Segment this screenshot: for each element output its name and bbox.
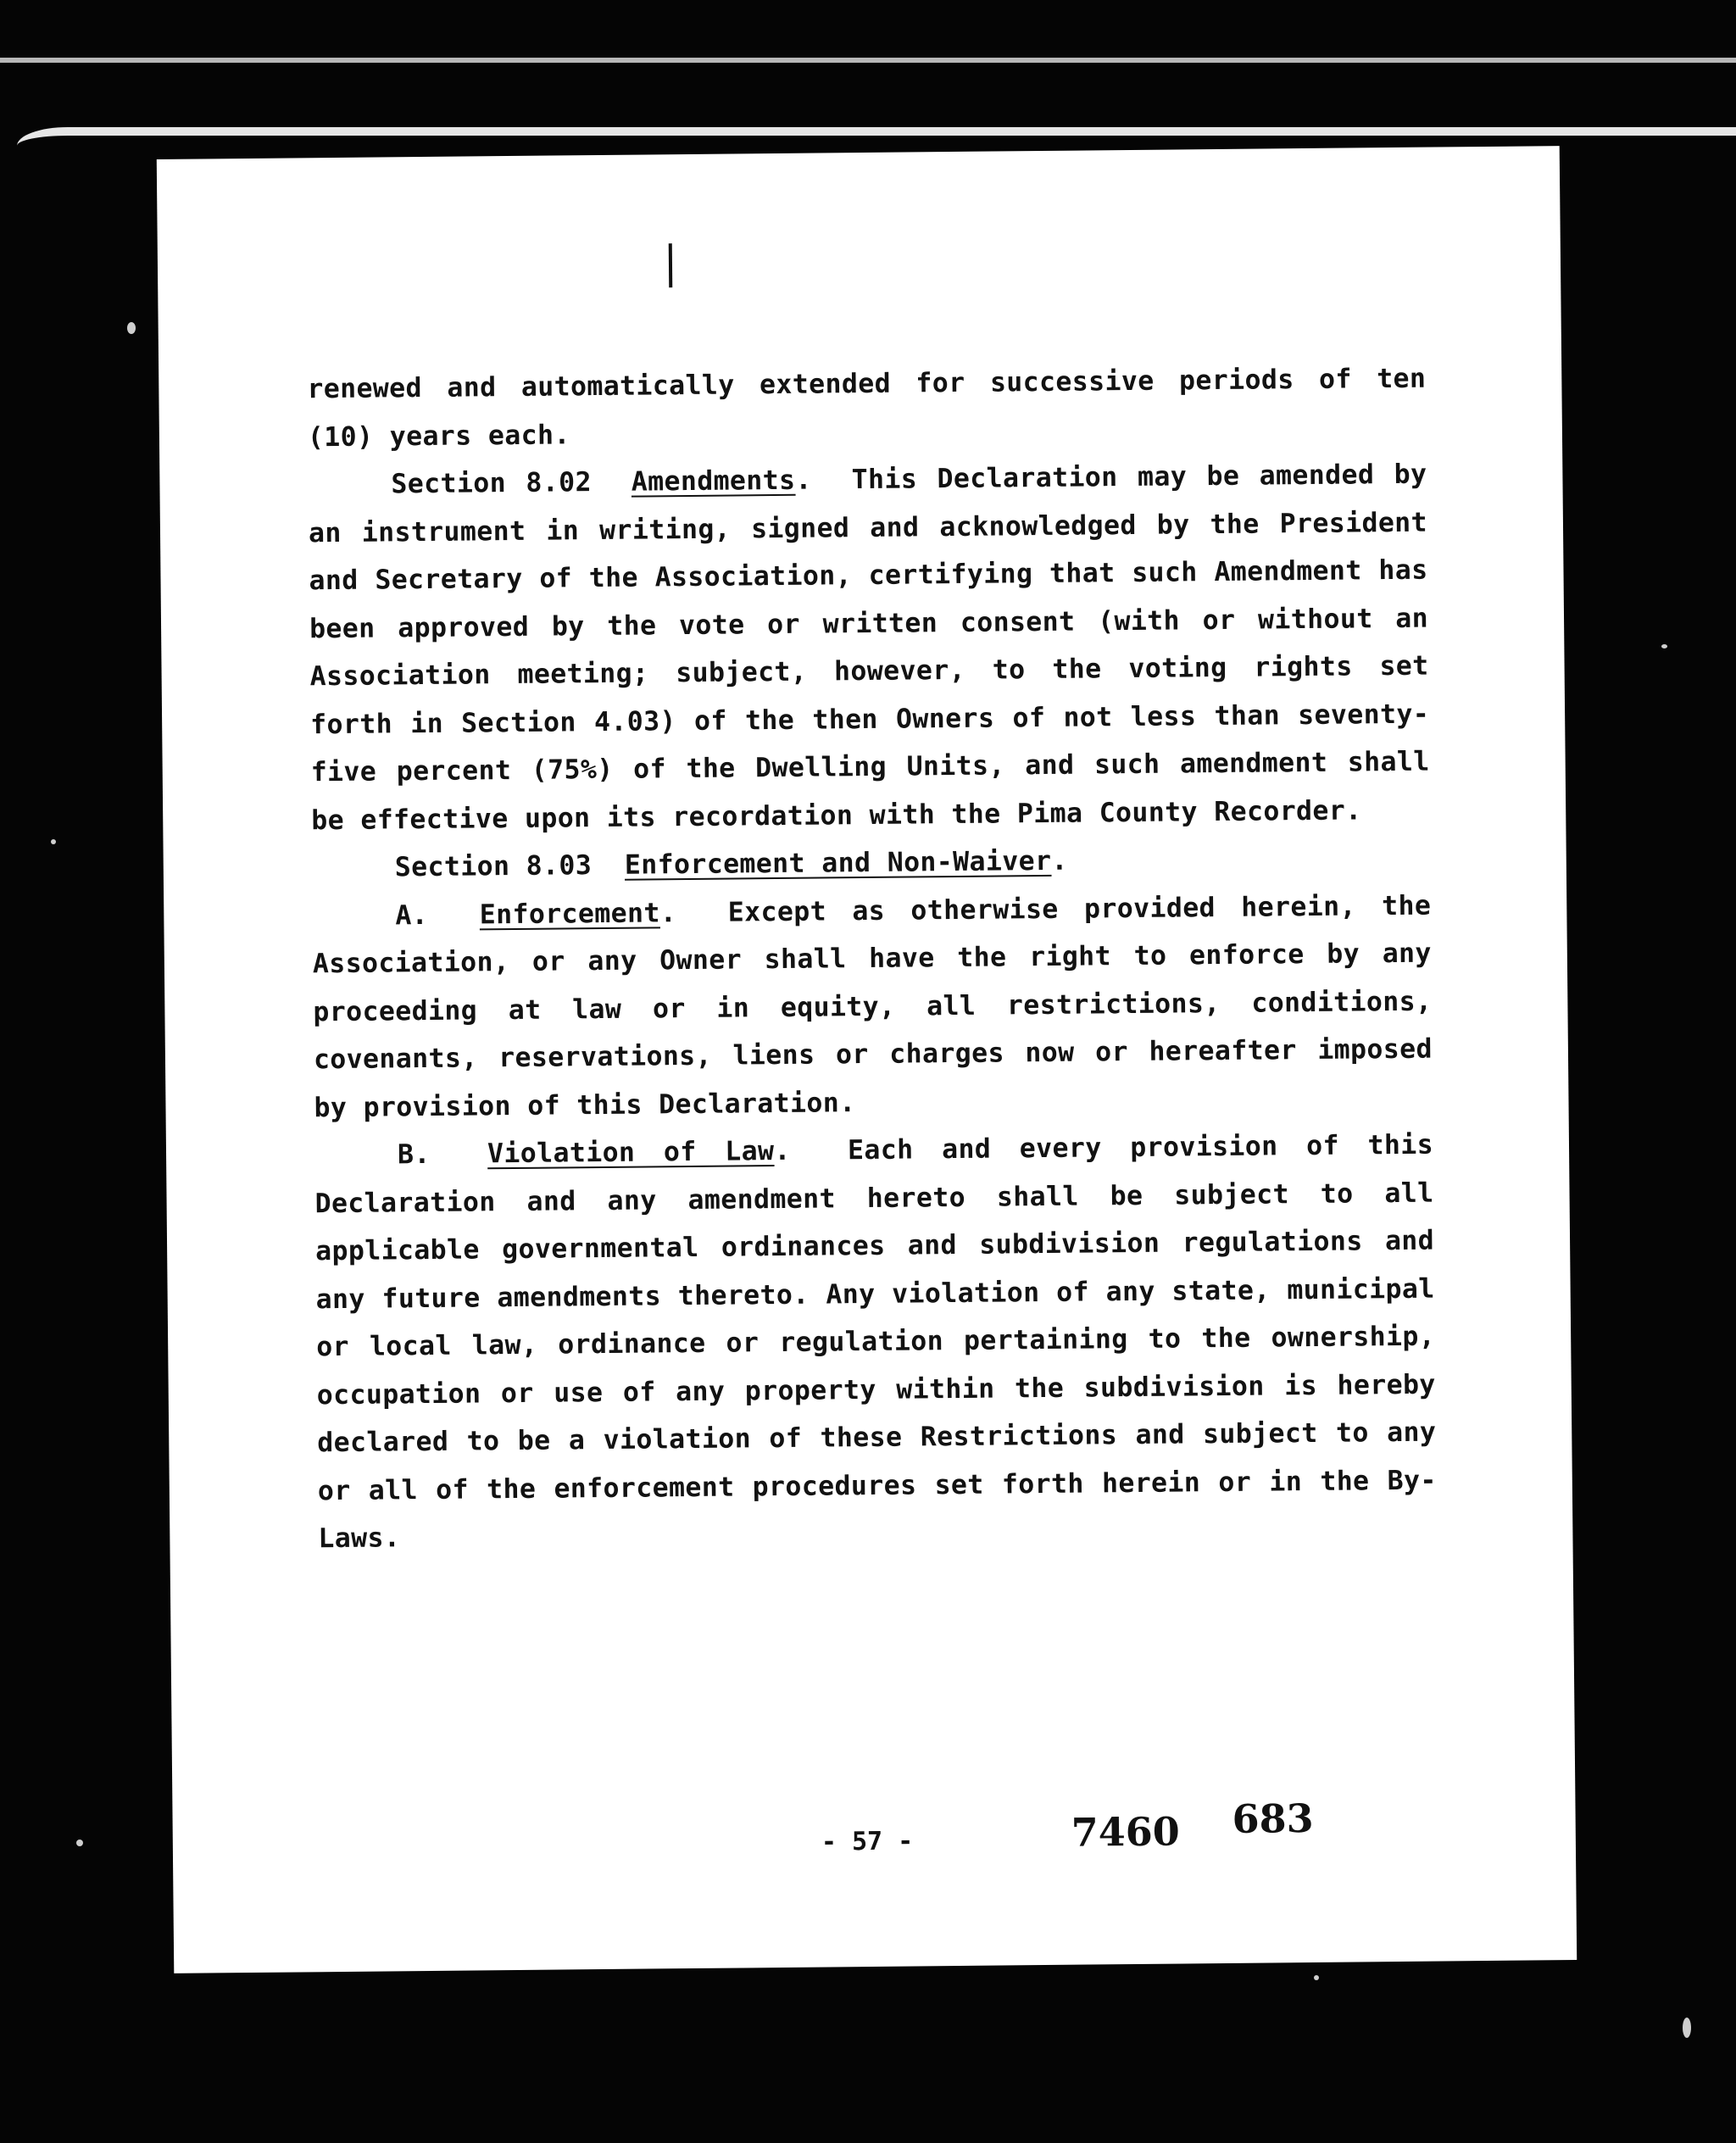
- continuation-text: renewed and automatically extended for successive periods of ten (10) years each.: [307, 363, 1427, 453]
- document-page: [157, 146, 1577, 1973]
- section-8-02-paragraph: Section 8.02 Amendments. This Declaration may be amended by an instrument in writing, signed and acknowledged by the President and Secretary of the Association, certifying that such Amendment has been approved by the vote or written consent (with or without an Association meeting; subject, however, to the voting rights set forth in Section 4.03) of the then Owners of not less than seventy-five percent (75%) of the Dwelling Units, and such amendment shall be effective upon its recordation with the Pima County Recorder.: [308, 459, 1430, 836]
- scan-speck: [1683, 2018, 1691, 2038]
- subsection-heading: Enforcement: [479, 897, 660, 930]
- section-number: Section 8.02: [391, 467, 593, 500]
- subsection-a-paragraph: A. Enforcement. Except as otherwise provided herein, the Association, or any Owner shall have the right to enforce by any proceeding at law or in equity, all restrictions, conditions, covenants, reservations, liens or charges now or hereafter imposed by provision of this Declaration.: [312, 890, 1433, 1123]
- subsection-heading: Violation of Law: [487, 1136, 775, 1170]
- page-number: - 57 -: [821, 1826, 914, 1857]
- subsection-text: Except as otherwise provided herein, the Association, or any Owner shall have the right to enforce by any proceeding at law or in equity, all restrictions, conditions, covenants, reservations, liens or charges now or hereafter imposed by provision of this Declaration.: [312, 890, 1433, 1123]
- section-text: This Declaration may be amended by an instrument in writing, signed and acknowledged by the President and Secretary of the Association, certifying that such Amendment has been approved by the vote or written consent (with or without an Association meeting; subject, however, to the voting rights set forth in Section 4.03) of the then Owners of not less than seventy-five percent (75%) of the Dwelling Units, and such amendment shall be effective upon its recordation with the Pima County Recorder.: [308, 459, 1430, 836]
- document-body: [307, 355, 1437, 1563]
- section-8-03-heading-line: Section 8.03 Enforcement and Non-Waiver.: [394, 845, 1068, 883]
- scan-speck: [51, 839, 56, 844]
- section-heading: Amendments: [631, 465, 796, 498]
- continuation-paragraph: [307, 355, 1427, 462]
- page-footer: [173, 1795, 1577, 1884]
- subsection-text: Each and every provision of this Declaration and any amendment hereto shall be subject to all applicable governmental ordinances and subdivision regulations and any future amendments thereto. Any violation of any state, municipal or local law, ordinance or regulation pertaining to the ownership, occupation or use of any property within the subdivision is hereby declared to be a violation of these Restrictions and subject to any or all of the enforcement procedures set forth herein or in the By-Laws.: [314, 1129, 1437, 1555]
- scan-top-edge: [0, 58, 1736, 63]
- recording-book-number: 7460: [1071, 1808, 1181, 1856]
- section-heading: Enforcement and Non-Waiver: [624, 845, 1052, 881]
- margin-mark: [669, 243, 672, 287]
- subsection-b-paragraph: B. Violation of Law. Each and every provision of this Declaration and any amendment hereto shall be subject to all applicable governmental ordinances and subdivision regulations and any future amendments thereto. Any violation of any state, municipal or local law, ordinance or regulation pertaining to the ownership, occupation or use of any property within the subdivision is hereby declared to be a violation of these Restrictions and subject to any or all of the enforcement procedures set forth herein or in the By-Laws.: [314, 1129, 1437, 1555]
- scan-speck: [76, 1840, 83, 1846]
- recording-page-number: 683: [1232, 1795, 1314, 1842]
- scan-speck: [1314, 1975, 1319, 1980]
- subsection-letter: A.: [395, 899, 429, 931]
- subsection-letter: B.: [397, 1138, 431, 1171]
- section-number: Section 8.03: [394, 850, 593, 883]
- scan-speck: [127, 322, 136, 334]
- scan-speck: [1661, 644, 1667, 648]
